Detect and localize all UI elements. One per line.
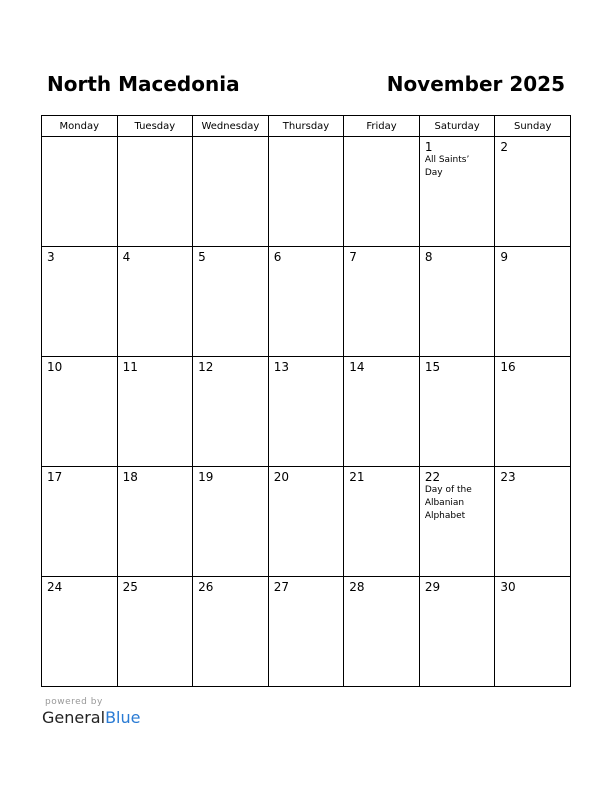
- weekday-monday: Monday: [42, 116, 118, 137]
- holiday-label: Day of the Albanian Alphabet: [424, 485, 472, 521]
- day-cell: [193, 247, 269, 357]
- day-cell: [495, 357, 571, 467]
- week-row: [42, 467, 571, 577]
- day-cell: [419, 137, 495, 247]
- day-number: 8: [424, 250, 433, 264]
- country-title: North Macedonia: [47, 72, 240, 96]
- weekday-wednesday: Wednesday: [193, 116, 269, 137]
- day-cell: [419, 247, 495, 357]
- brand-blue: Blue: [105, 708, 141, 727]
- day-cell: [344, 577, 420, 687]
- day-number: [193, 137, 268, 140]
- weekday-thursday: Thursday: [268, 116, 344, 137]
- weekday-header-row: [42, 116, 571, 137]
- day-number: 20: [273, 470, 289, 484]
- day-cell: [117, 357, 193, 467]
- day-number: 2: [500, 140, 509, 154]
- day-cell: [268, 137, 344, 247]
- day-number: 28: [349, 580, 365, 594]
- day-cell: [42, 577, 118, 687]
- day-number: 12: [198, 360, 214, 374]
- month-year-title: November 2025: [386, 72, 565, 96]
- generalblue-logo[interactable]: [42, 708, 140, 728]
- day-number: 26: [198, 580, 214, 594]
- day-cell: [344, 137, 420, 247]
- week-row: [42, 577, 571, 687]
- day-cell: [495, 467, 571, 577]
- day-number: 18: [122, 470, 138, 484]
- day-cell: [42, 137, 118, 247]
- day-cell: [495, 137, 571, 247]
- day-cell: [42, 357, 118, 467]
- day-cell: [495, 247, 571, 357]
- day-cell: [42, 467, 118, 577]
- day-number: 9: [500, 250, 509, 264]
- calendar-grid: [41, 115, 571, 687]
- weekday-saturday: Saturday: [419, 116, 495, 137]
- day-cell: [193, 467, 269, 577]
- day-cell: [419, 577, 495, 687]
- day-cell: [193, 137, 269, 247]
- day-number: 16: [500, 360, 516, 374]
- day-number: 3: [47, 250, 55, 264]
- day-number: 5: [198, 250, 206, 264]
- day-number: [269, 137, 344, 140]
- day-cell: [344, 357, 420, 467]
- day-number: 14: [349, 360, 365, 374]
- day-cell: [268, 247, 344, 357]
- day-number: 6: [273, 250, 282, 264]
- day-number: 17: [47, 470, 63, 484]
- day-cell: [193, 577, 269, 687]
- day-cell: [42, 247, 118, 357]
- brand-general: General: [42, 708, 106, 727]
- day-cell: [117, 577, 193, 687]
- day-number: 10: [47, 360, 63, 374]
- day-number: 25: [122, 580, 138, 594]
- weekday-sunday: Sunday: [495, 116, 571, 137]
- day-cell: [268, 467, 344, 577]
- day-number: 13: [273, 360, 289, 374]
- day-number: 4: [122, 250, 131, 264]
- day-cell: [117, 467, 193, 577]
- day-cell: [117, 137, 193, 247]
- day-number: 15: [424, 360, 441, 374]
- day-cell: [193, 357, 269, 467]
- day-cell: [344, 247, 420, 357]
- day-number: 7: [349, 250, 357, 264]
- day-number: 11: [122, 360, 138, 374]
- day-number: 24: [47, 580, 63, 594]
- day-number: 27: [273, 580, 289, 594]
- week-row: [42, 357, 571, 467]
- day-cell: [495, 577, 571, 687]
- day-cell: [117, 247, 193, 357]
- week-row: [42, 247, 571, 357]
- day-number: 29: [424, 580, 441, 594]
- weekday-friday: Friday: [344, 116, 420, 137]
- day-number: 21: [349, 470, 365, 484]
- day-cell: [344, 467, 420, 577]
- holiday-label: All Saints’ Day: [424, 155, 470, 178]
- day-number: 1: [424, 140, 433, 154]
- day-number: 22: [424, 470, 441, 484]
- week-row: [42, 137, 571, 247]
- day-cell: [419, 467, 495, 577]
- day-number: 30: [500, 580, 516, 594]
- day-number: [118, 137, 193, 140]
- day-number: [344, 137, 419, 140]
- day-number: 19: [198, 470, 214, 484]
- day-number: [42, 137, 117, 140]
- powered-by-text: powered by: [45, 697, 103, 707]
- day-cell: [419, 357, 495, 467]
- day-number: 23: [500, 470, 516, 484]
- day-cell: [268, 357, 344, 467]
- day-cell: [268, 577, 344, 687]
- weekday-tuesday: Tuesday: [117, 116, 193, 137]
